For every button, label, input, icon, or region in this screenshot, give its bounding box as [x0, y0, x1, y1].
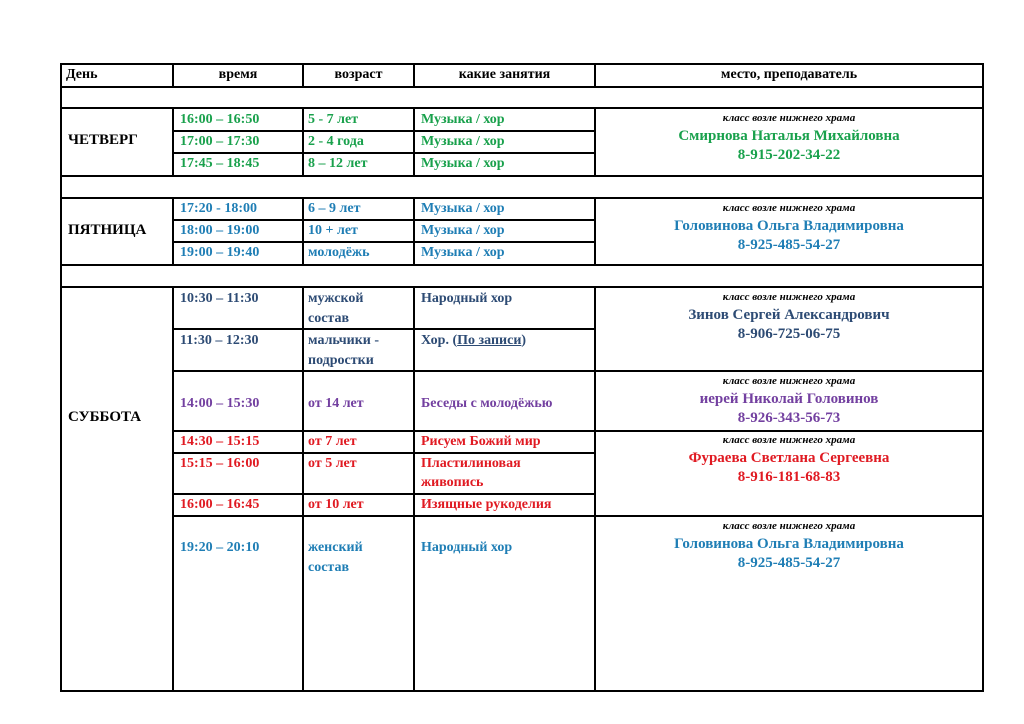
place-label: класс возле нижнего храма: [722, 520, 856, 532]
age-cell: женский: [308, 540, 363, 555]
col-line: [172, 286, 174, 692]
teacher-name: Головинова Ольга Владимировна: [674, 218, 904, 234]
place-label: класс возле нижнего храма: [722, 291, 856, 303]
header-age: возраст: [334, 67, 383, 82]
header-bottom-line: [60, 86, 984, 88]
time-cell: 16:00 – 16:50: [180, 112, 260, 127]
row-line: [172, 241, 596, 243]
time-cell: 18:00 – 19:00: [180, 223, 260, 238]
table-border-top: [60, 63, 984, 65]
activity-prefix: Хор. (: [421, 333, 458, 348]
age-cell: мужской: [308, 291, 364, 306]
spacer-line: [60, 107, 984, 109]
place-label: класс возле нижнего храма: [722, 434, 856, 446]
col-line: [172, 197, 174, 266]
place-label: класс возле нижнего храма: [722, 112, 856, 124]
row-line: [172, 328, 596, 330]
row-line: [172, 430, 982, 432]
row-line: [172, 493, 596, 495]
activity-cell: Музыка / хор: [421, 112, 505, 127]
activity-suffix: ): [521, 333, 527, 348]
time-cell: 19:20 – 20:10: [180, 540, 260, 555]
day-thursday: ЧЕТВЕРГ: [68, 132, 138, 148]
teacher-name: Фураева Светлана Сергеевна: [688, 450, 890, 466]
col-line: [302, 197, 304, 266]
age-cell: состав: [308, 560, 350, 575]
age-cell: от 14 лет: [308, 396, 364, 411]
spacer-line: [60, 197, 984, 199]
teacher-phone: 8-925-485-54-27: [737, 555, 841, 571]
col-line: [413, 107, 415, 177]
activity-cell: Пластилиновая: [421, 456, 521, 471]
age-cell: состав: [308, 311, 350, 326]
row-line: [172, 515, 982, 517]
teacher-name: иерей Николай Головинов: [699, 391, 879, 407]
col-line: [302, 286, 304, 692]
col-line: [413, 286, 415, 692]
age-cell: от 7 лет: [308, 434, 357, 449]
teacher-phone: 8-915-202-34-22: [737, 147, 841, 163]
age-cell: молодёжь: [308, 245, 370, 260]
header-activity: какие занятия: [458, 67, 551, 82]
teacher-name: Смирнова Наталья Михайловна: [678, 128, 900, 144]
age-cell: 8 – 12 лет: [308, 156, 368, 171]
activity-cell: Музыка / хор: [421, 156, 505, 171]
activity-cell: Народный хор: [421, 291, 513, 306]
row-line: [172, 130, 596, 132]
activity-cell: живопись: [421, 475, 484, 490]
table-border-bottom: [60, 690, 984, 692]
row-line: [172, 452, 596, 454]
time-cell: 19:00 – 19:40: [180, 245, 260, 260]
age-cell: 2 - 4 года: [308, 134, 364, 149]
activity-cell: Музыка / хор: [421, 223, 505, 238]
place-label: класс возле нижнего храма: [722, 375, 856, 387]
age-cell: 6 – 9 лет: [308, 201, 361, 216]
table-border-right: [982, 63, 984, 692]
activity-cell: Народный хор: [421, 540, 513, 555]
age-cell: 5 - 7 лет: [308, 112, 359, 127]
age-cell: подростки: [308, 353, 374, 368]
header-place-teacher: место, преподаватель: [720, 67, 858, 82]
table-border-left: [60, 63, 62, 692]
signup-link[interactable]: По записи: [457, 333, 522, 348]
activity-cell: Музыка / хор: [421, 201, 505, 216]
activity-cell: Музыка / хор: [421, 134, 505, 149]
friday-bottom-line: [60, 264, 984, 266]
activity-cell: Рисуем Божий мир: [421, 434, 541, 449]
time-cell: 15:15 – 16:00: [180, 456, 260, 471]
header-day: День: [66, 67, 98, 82]
time-cell: 11:30 – 12:30: [180, 333, 259, 348]
day-friday: ПЯТНИЦА: [68, 222, 147, 238]
time-cell: 14:30 – 15:15: [180, 434, 260, 449]
col-line: [594, 286, 596, 692]
header-time: время: [218, 67, 258, 82]
activity-cell: Беседы с молодёжью: [421, 396, 553, 411]
row-line: [172, 370, 982, 372]
col-line: [302, 107, 304, 177]
col-line: [172, 107, 174, 177]
age-cell: 10 + лет: [308, 223, 358, 238]
thursday-bottom-line: [60, 175, 984, 177]
time-cell: 10:30 – 11:30: [180, 291, 259, 306]
age-cell: от 5 лет: [308, 456, 357, 471]
age-cell: мальчики -: [308, 333, 380, 348]
row-line: [172, 152, 596, 154]
teacher-name: Головинова Ольга Владимировна: [674, 536, 904, 552]
time-cell: 17:00 – 17:30: [180, 134, 260, 149]
spacer-line: [60, 286, 984, 288]
time-cell: 17:45 – 18:45: [180, 156, 260, 171]
time-cell: 14:00 – 15:30: [180, 396, 260, 411]
activity-cell: Изящные рукоделия: [421, 497, 552, 512]
teacher-phone: 8-926-343-56-73: [737, 410, 841, 426]
age-cell: от 10 лет: [308, 497, 364, 512]
activity-cell: Музыка / хор: [421, 245, 505, 260]
activity-cell: [421, 332, 526, 350]
time-cell: 16:00 – 16:45: [180, 497, 260, 512]
teacher-phone: 8-906-725-06-75: [737, 326, 841, 342]
row-line: [172, 219, 596, 221]
day-saturday: СУББОТА: [68, 409, 142, 425]
teacher-phone: 8-916-181-68-83: [737, 469, 841, 485]
teacher-name: Зинов Сергей Александрович: [688, 307, 890, 323]
teacher-phone: 8-925-485-54-27: [737, 237, 841, 253]
col-line: [413, 197, 415, 266]
place-label: класс возле нижнего храма: [722, 202, 856, 214]
time-cell: 17:20 - 18:00: [180, 201, 257, 216]
